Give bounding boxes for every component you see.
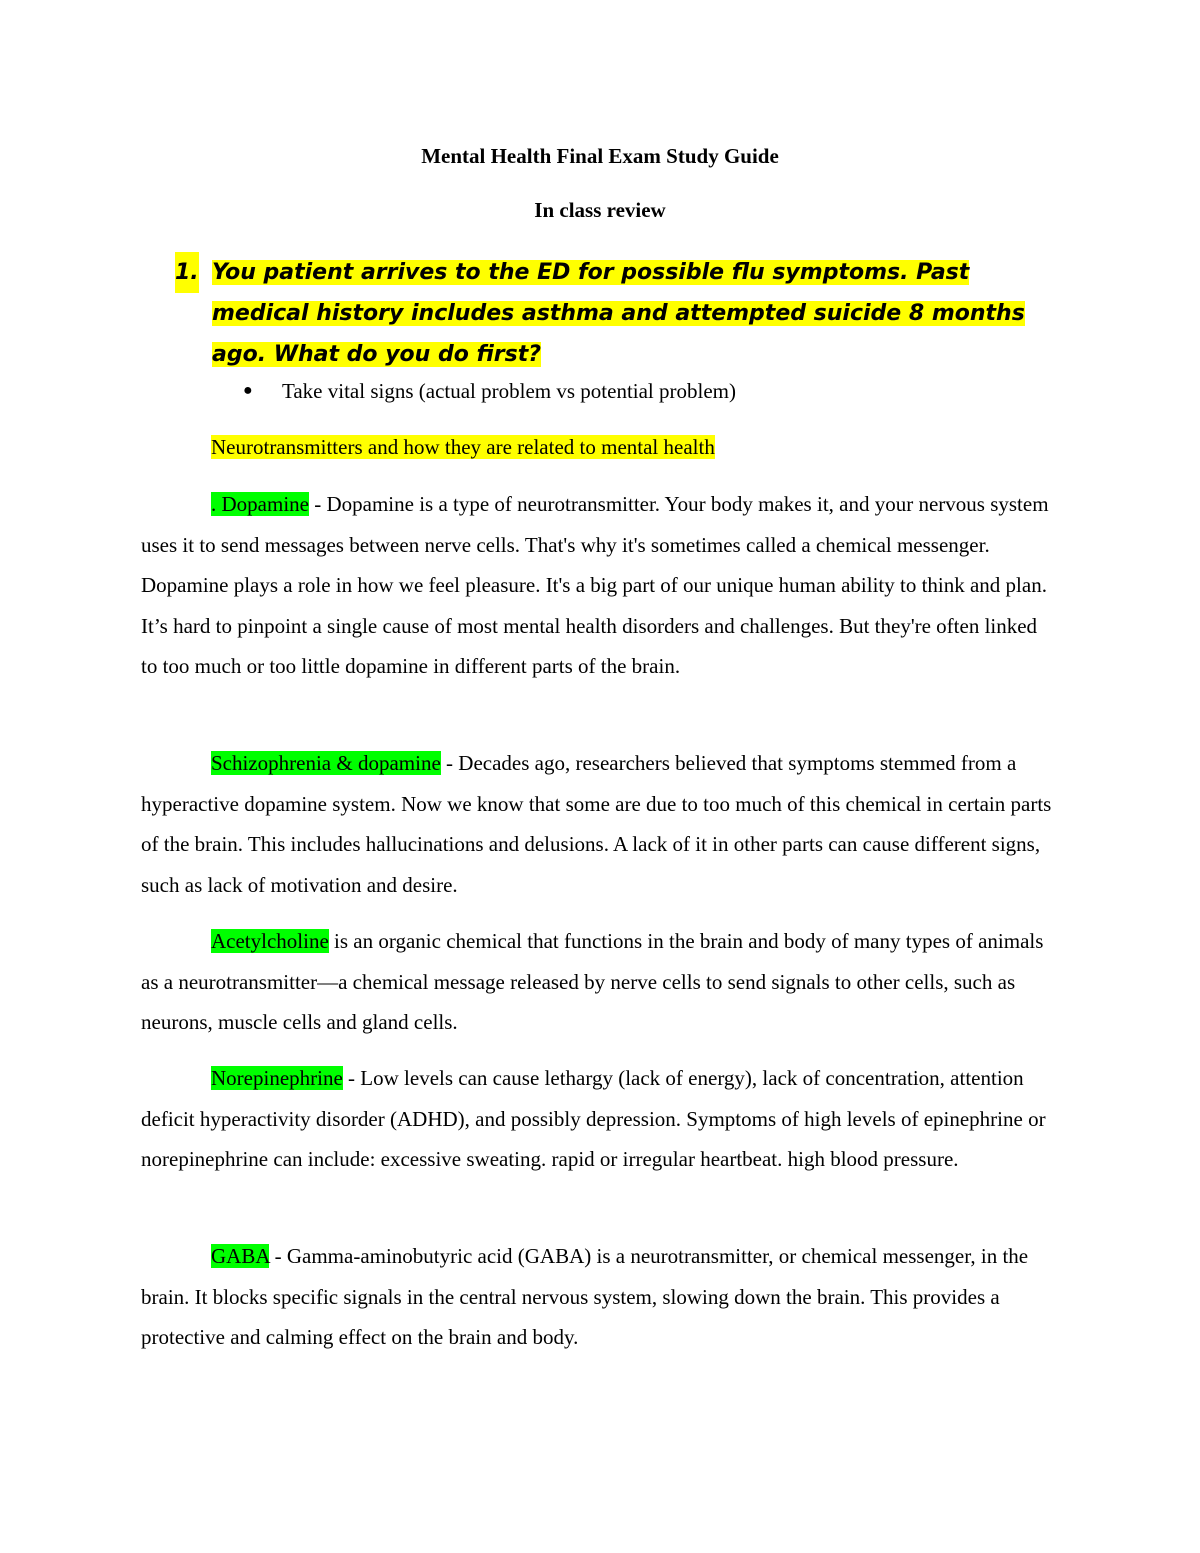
question-number: 1.	[175, 252, 199, 293]
bullet-text: Take vital signs (actual problem vs potential problem)	[282, 379, 736, 403]
term-acetylcholine: Acetylcholine	[211, 929, 329, 953]
term-norepinephrine: Norepinephrine	[211, 1066, 343, 1090]
paragraph-acetylcholine	[141, 921, 1056, 1043]
section-heading-text: Neurotransmitters and how they are related to mental health	[211, 435, 715, 459]
paragraph-body: - Low levels can cause lethargy (lack of energy), lack of concentration, attention deficit hyperactivity disorder (ADHD), and possibly depression. Symptoms of high levels of epinephrine or norepinephrine can include: excessive sweating. rapid or irregular heartbeat. high blood pressure.	[141, 1066, 1046, 1172]
term-schizophrenia: Schizophrenia & dopamine	[211, 751, 441, 775]
question-item	[175, 252, 1055, 375]
paragraph-body: - Decades ago, researchers believed that symptoms stemmed from a hyperactive dopamine system. Now we know that some are due to too much of this chemical in certain parts of the brain. This includes hallucinations and delusions. A lack of it in other parts can cause different signs, such as lack of motivation and desire.	[141, 751, 1052, 897]
term-gaba: GABA	[211, 1244, 270, 1268]
bullet-icon: ●	[243, 382, 253, 399]
term-dopamine: . Dopamine	[211, 492, 309, 516]
paragraph-gaba	[141, 1236, 1056, 1358]
paragraph-body: - Dopamine is a type of neurotransmitter. Your body makes it, and your nervous system uses it to send messages between nerve cells. That's why it's sometimes called a chemical messenger. Dopamine plays a role in how we feel pleasure. It's a big part of our unique human ability to think and plan. It’s hard to pinpoint a single cause of most mental health disorders and challenges. But they're often linked to too much or too little dopamine in different parts of the brain.	[141, 492, 1049, 679]
paragraph-body: is an organic chemical that functions in the brain and body of many types of animals as a neurotransmitter—a chemical message released by nerve cells to send signals to other cells, such as neurons, muscle cells and gland cells.	[141, 929, 1044, 1035]
section-heading	[211, 434, 715, 460]
paragraph-schizophrenia	[141, 743, 1056, 905]
question-text: You patient arrives to the ED for possible flu symptoms. Past medical history includes asthma and attempted suicide 8 months ago. What do you do first?	[212, 260, 1025, 367]
paragraph-body: - Gamma-aminobutyric acid (GABA) is a neurotransmitter, or chemical messenger, in the brain. It blocks specific signals in the central nervous system, slowing down the brain. This provides a protective and calming effect on the brain and body.	[141, 1244, 1029, 1350]
paragraph-norepinephrine	[141, 1058, 1056, 1180]
document-title: Mental Health Final Exam Study Guide	[421, 144, 779, 168]
paragraph-dopamine	[141, 484, 1056, 687]
document-subtitle: In class review	[534, 198, 666, 222]
